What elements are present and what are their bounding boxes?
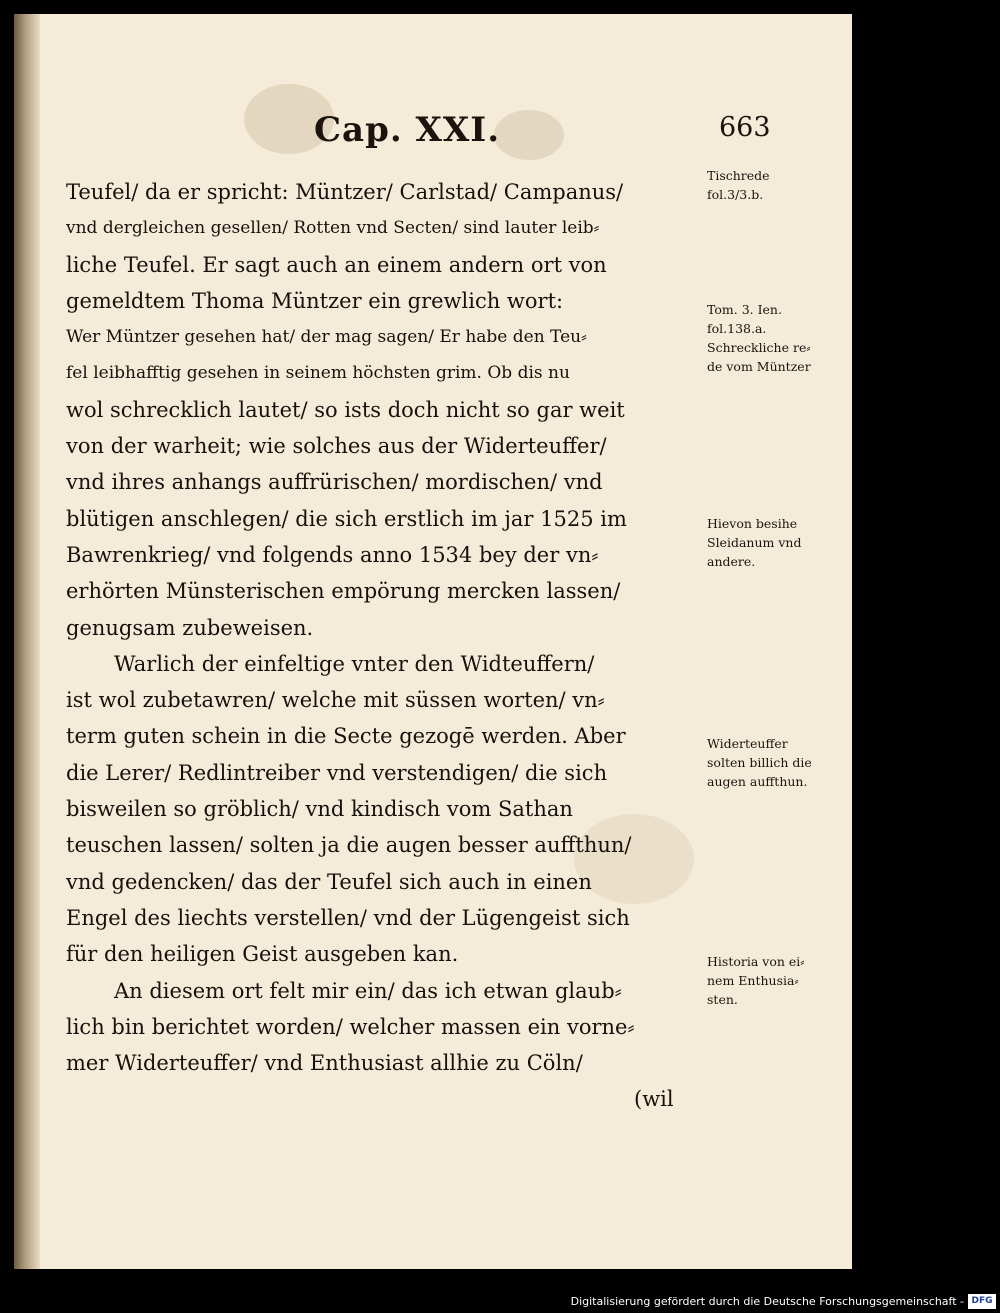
text-line: für den heiligen Geist ausgeben kan. bbox=[66, 942, 459, 967]
page-number: 663 bbox=[719, 112, 771, 143]
text-line: Bawrenkrieg/ vnd folgends anno 1534 bey der vn⸗ bbox=[66, 542, 599, 567]
dfg-logo: DFG bbox=[968, 1294, 996, 1309]
note-line: sten. bbox=[707, 992, 738, 1007]
marginal-note bbox=[707, 514, 847, 571]
note-line: solten billich die bbox=[707, 755, 812, 770]
digitization-credit: Digitalisierung gefördert durch die Deutsche Forschungsgemeinschaft - bbox=[570, 1295, 964, 1308]
text-line: liche Teufel. Er sagt auch an einem andern ort von bbox=[66, 252, 607, 277]
text-line: fel leibhafftig gesehen in seinem höchsten grim. Ob dis nu bbox=[66, 363, 570, 384]
footer-bar bbox=[0, 1292, 1000, 1313]
note-line: de vom Müntzer bbox=[707, 359, 811, 374]
note-line: nem Enthusia⸗ bbox=[707, 973, 799, 988]
text-line: Wer Müntzer gesehen hat/ der mag sagen/ Er habe den Teu⸗ bbox=[66, 327, 587, 348]
paragraph-first-line: Warlich der einfeltige vnter den Widteuffern/ bbox=[114, 651, 595, 676]
note-line: fol.3/3.b. bbox=[707, 187, 764, 202]
text-line: teuschen lassen/ solten ja die augen besser auffthun/ bbox=[66, 833, 632, 858]
book-page bbox=[14, 14, 852, 1269]
marginal-note bbox=[707, 952, 847, 1009]
marginal-note bbox=[707, 734, 847, 791]
text-line: vnd dergleichen gesellen/ Rotten vnd Secten/ sind lauter leib⸗ bbox=[66, 218, 600, 239]
chapter-heading: Cap. XXI. bbox=[314, 110, 501, 150]
text-line: Engel des liechts verstellen/ vnd der Lügengeist sich bbox=[66, 905, 630, 930]
note-line: Schreckliche re⸗ bbox=[707, 340, 811, 355]
text-line: term guten schein in die Secte gezogē werden. Aber bbox=[66, 724, 626, 749]
note-line: Tischrede bbox=[707, 168, 770, 183]
text-line: genugsam zubeweisen. bbox=[66, 615, 314, 640]
text-line: lich bin berichtet worden/ welcher massen ein vorne⸗ bbox=[66, 1014, 635, 1039]
text-line: bisweilen so gröblich/ vnd kindisch vom Sathan bbox=[66, 797, 573, 822]
text-line: blütigen anschlegen/ die sich erstlich im jar 1525 im bbox=[66, 506, 627, 531]
note-line: fol.138.a. bbox=[707, 321, 767, 336]
text-line: erhörten Münsterischen empörung mercken lassen/ bbox=[66, 579, 621, 604]
note-line: Widerteuffer bbox=[707, 736, 788, 751]
text-line: wol schrecklich lautet/ so ists doch nicht so gar weit bbox=[66, 397, 625, 422]
text-line: von der warheit; wie solches aus der Widerteuffer/ bbox=[66, 434, 607, 459]
marginal-note bbox=[707, 300, 847, 338]
note-line: andere. bbox=[707, 554, 756, 569]
catchword: (wil bbox=[634, 1087, 674, 1112]
note-line: Historia von ei⸗ bbox=[707, 954, 805, 969]
page-gutter bbox=[14, 14, 40, 1269]
text-line: mer Widerteuffer/ vnd Enthusiast allhie zu Cöln/ bbox=[66, 1051, 583, 1076]
body-text bbox=[66, 174, 714, 1118]
note-line: augen auffthun. bbox=[707, 774, 808, 789]
note-line: Tom. 3. Ien. bbox=[707, 302, 782, 317]
note-line: Hievon besihe bbox=[707, 516, 798, 531]
text-line: Teufel/ da er spricht: Müntzer/ Carlstad/ Campanus/ bbox=[66, 180, 624, 204]
paragraph-first-line: An diesem ort felt mir ein/ das ich etwan glaub⸗ bbox=[114, 978, 622, 1003]
marginal-note bbox=[707, 338, 847, 376]
text-line: gemeldtem Thoma Müntzer ein grewlich wort: bbox=[66, 288, 564, 313]
note-line: Sleidanum vnd bbox=[707, 535, 802, 550]
text-line: vnd gedencken/ das der Teufel sich auch in einen bbox=[66, 869, 592, 894]
text-line: die Lerer/ Redlintreiber vnd verstendigen/ die sich bbox=[66, 760, 608, 785]
page-header bbox=[14, 110, 852, 150]
text-line: vnd ihres anhangs auffrürischen/ mordischen/ vnd bbox=[66, 470, 603, 495]
marginal-note bbox=[707, 166, 847, 204]
text-line: ist wol zubetawren/ welche mit süssen worten/ vn⸗ bbox=[66, 688, 605, 713]
